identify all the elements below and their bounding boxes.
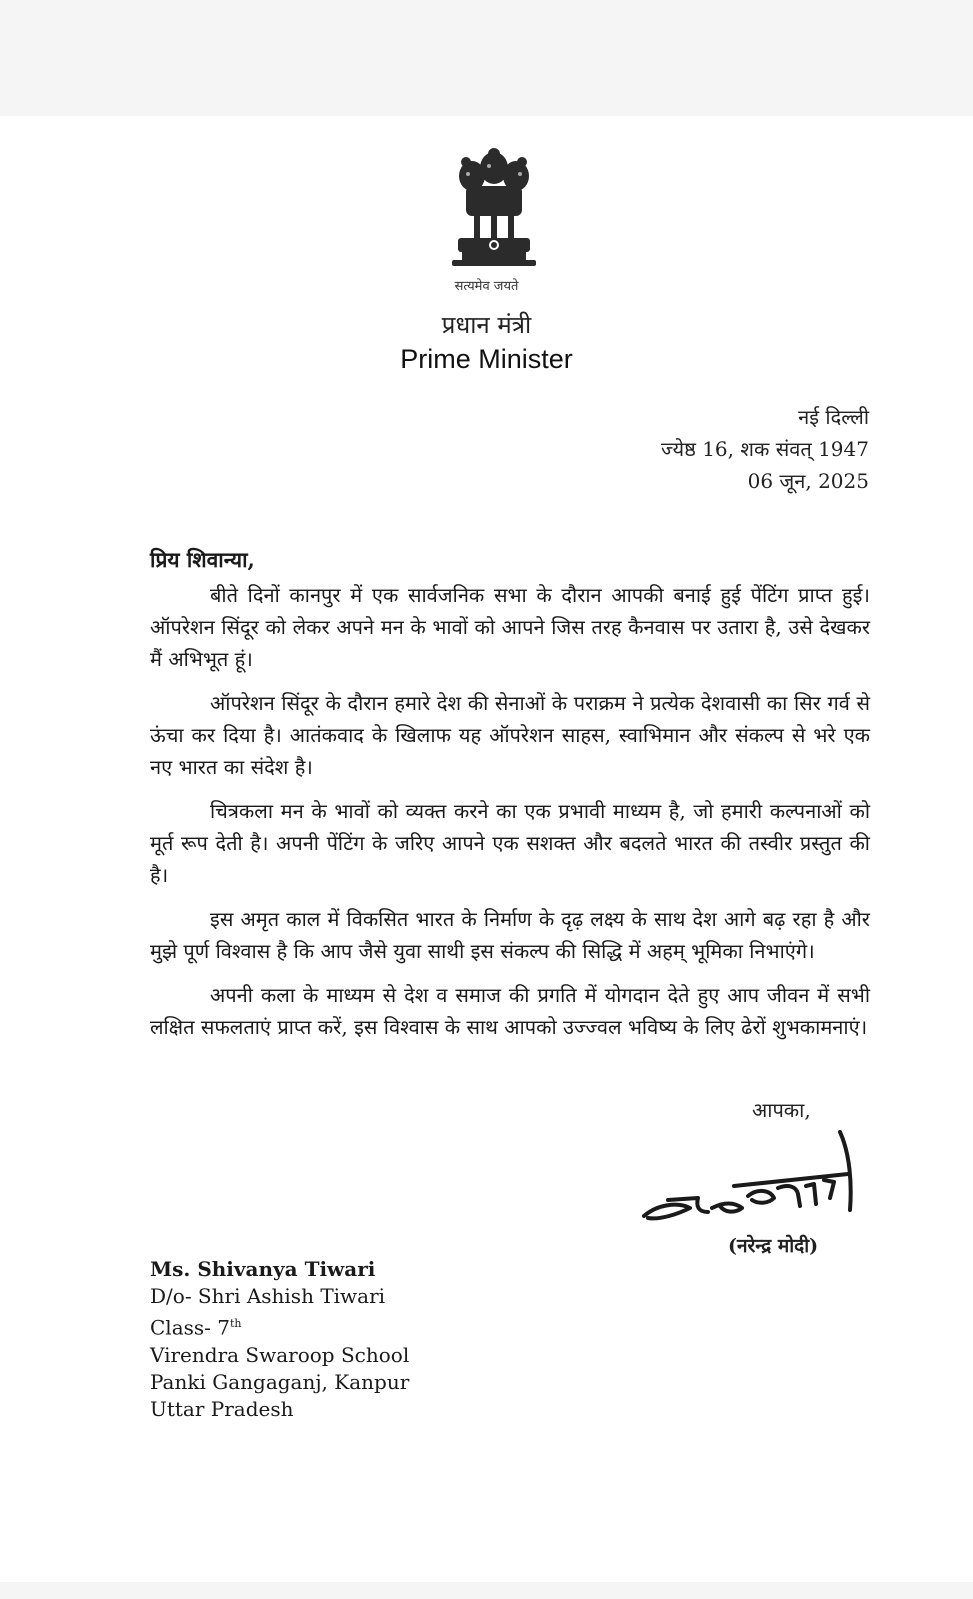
gregorian-date: 06 जून, 2025 <box>747 469 869 493</box>
recipient-address <box>150 1256 409 1423</box>
recipient-class <box>150 1310 409 1342</box>
recipient-state: Uttar Pradesh <box>150 1396 294 1421</box>
recipient-school: Virendra Swaroop School <box>150 1342 410 1367</box>
letter-body <box>150 579 870 1055</box>
place: नई दिल्ली <box>798 405 869 429</box>
handwritten-signature <box>638 1124 868 1224</box>
paragraph: ऑपरेशन सिंदूर के दौरान हमारे देश की सेनाओं के पराक्रम ने प्रत्येक देशवासी का सिर गर्व से ऊंचा कर दिया है। आतंकवाद के खिलाफ यह ऑपरेशन साहस, स्वाभिमान और संकल्प से भरे एक नए भारत का संदेश है। <box>150 691 870 779</box>
paragraph: चित्रकला मन के भावों को व्यक्त करने का एक प्रभावी माध्यम है, जो हमारी कल्पनाओं को मूर्त रूप देती है। अपनी पेंटिंग के जरिए आपने एक सशक्त और बदलते भारत की तस्वीर प्रस्तुत की है। <box>150 799 870 887</box>
saka-date: ज्येष्ठ 16, शक संवत् 1947 <box>661 437 869 461</box>
office-title-hindi: प्रधान मंत्री <box>441 311 532 339</box>
date-block <box>661 401 869 497</box>
letter-page <box>0 116 973 1582</box>
national-motto: सत्यमेव जयते <box>454 279 519 294</box>
signer-name: (नरेन्द्र मोदी) <box>728 1235 819 1257</box>
class-prefix: Class- 7 <box>150 1315 230 1340</box>
class-suffix: th <box>230 1317 242 1330</box>
paragraph: बीते दिनों कानपुर में एक सार्वजनिक सभा के दौरान आपकी बनाई हुई पेंटिंग प्राप्त हुई। ऑपरेशन सिंदूर को लेकर अपने मन के भावों को आपने जिस तरह कैनवास पर उतारा है, उसे देखकर मैं अभिभूत हूं। <box>150 583 870 671</box>
national-emblem-icon <box>444 146 544 276</box>
paragraph: अपनी कला के माध्यम से देश व समाज की प्रगति में योगदान देते हुए आप जीवन में सभी लक्षित सफलताएं प्राप्त करें, इस विश्वास के साथ आपको उज्ज्वल भविष्य के लिए ढेरों शुभकामनाएं। <box>150 983 870 1039</box>
recipient-name: Ms. Shivanya Tiwari <box>150 1257 376 1281</box>
paragraph: इस अमृत काल में विकसित भारत के निर्माण के दृढ़ लक्ष्य के साथ देश आगे बढ़ रहा है और मुझे पूर्ण विश्वास है कि आप जैसे युवा साथी इस संकल्प की सिद्धि में अहम् भूमिका निभाएंगे। <box>150 907 870 963</box>
salutation: प्रिय शिवान्या, <box>150 547 255 572</box>
office-title-english: Prime Minister <box>400 344 573 374</box>
recipient-relation: D/o- Shri Ashish Tiwari <box>150 1284 386 1308</box>
recipient-locality: Panki Gangaganj, Kanpur <box>150 1369 410 1394</box>
closing: आपका, <box>752 1098 811 1122</box>
